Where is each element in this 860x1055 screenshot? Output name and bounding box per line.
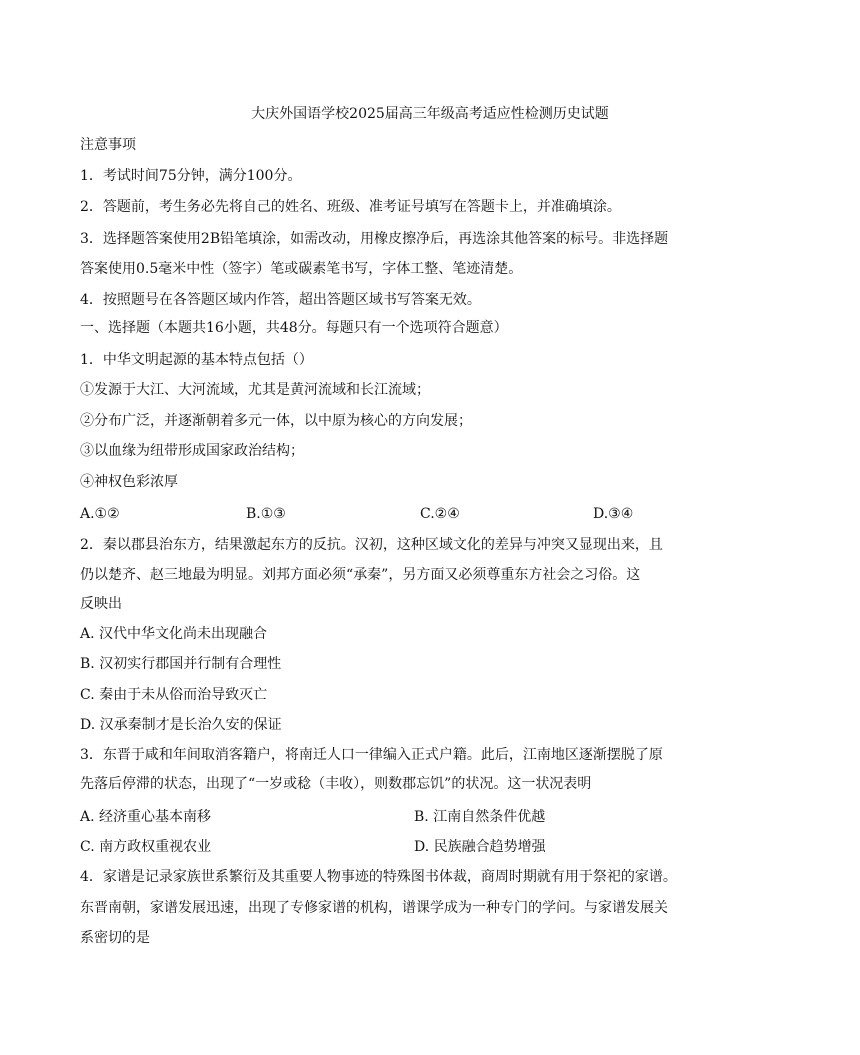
note-1: 1．考试时间75分钟，满分100分。 <box>80 168 302 184</box>
q1-option-b: B.①③ <box>246 506 286 522</box>
q4-line-2: 东晋南朝，家谱发展迅速，出现了专修家谱的机构，谱课学成为一种专门的学问。与家谱发展关 <box>80 900 668 916</box>
q2-line-3: 反映出 <box>80 596 122 612</box>
q1-options <box>80 504 780 524</box>
q4-line-1: 4．家谱是记录家族世系繁衍及其重要人物事迹的特殊图书体裁，商周时期就有用于祭祀的家谱。 <box>80 869 677 885</box>
q4-line-3: 系密切的是 <box>80 930 150 946</box>
notes-heading: 注意事项 <box>80 137 136 153</box>
section-heading: 一、选择题（本题共16小题，共48分。每题只有一个选项符合题意） <box>80 320 508 336</box>
q1-option-a: A.①② <box>80 506 120 522</box>
q1-statement-2: ②分布广泛，并逐渐朝着多元一体，以中原为核心的方向发展； <box>80 413 472 429</box>
q1-statement-4: ④神权色彩浓厚 <box>80 474 178 490</box>
q3-line-2: 先落后停滞的状态，出现了“一岁或稔（丰收），则数郡忘饥”的状况。这一状况表明 <box>80 776 592 792</box>
q3-option-d: D. 民族融合趋势增强 <box>414 839 546 855</box>
q2-option-c: C. 秦由于未从俗而治导致灭亡 <box>80 687 268 703</box>
note-4: 4．按照题号在各答题区域内作答，超出答题区域书写答案无效。 <box>80 292 481 308</box>
q1-option-d: D.③④ <box>593 506 634 522</box>
q3-options-row-2 <box>80 837 780 857</box>
q3-option-b: B. 江南自然条件优越 <box>414 809 546 825</box>
q1-option-c: C.②④ <box>420 506 460 522</box>
note-2: 2．答题前，考生务必先将自己的姓名、班级、准考证号填写在答题卡上，并准确填涂。 <box>80 199 621 215</box>
q1-statement-3: ③以血缘为纽带形成国家政治结构； <box>80 443 304 459</box>
q3-line-1: 3．东晋于咸和年间取消客籍户，将南迁人口一律编入正式户籍。此后，江南地区逐渐摆脱了原 <box>80 747 663 763</box>
q2-line-1: 2．秦以郡县治东方，结果激起东方的反抗。汉初，这种区域文化的差异与冲突又显现出来，且 <box>80 537 663 553</box>
note-3-line-2: 答案使用0.5毫米中性（签字）笔或碳素笔书写，字体工整、笔迹清楚。 <box>80 261 523 277</box>
q3-option-c: C. 南方政权重视农业 <box>80 839 212 855</box>
q2-option-a: A. 汉代中华文化尚未出现融合 <box>80 626 268 642</box>
q2-line-2: 仍以楚齐、赵三地最为明显。刘邦方面必须“承秦”，另方面又必须尊重东方社会之习俗。这 <box>80 567 641 583</box>
note-3-line-1: 3．选择题答案使用2B铅笔填涂，如需改动，用橡皮擦净后，再选涂其他答案的标号。非选择题 <box>80 231 669 247</box>
q1-stem: 1．中华文明起源的基本特点包括（） <box>80 352 313 368</box>
q3-options-row-1 <box>80 807 780 827</box>
q1-statement-1: ①发源于大江、大河流域，尤其是黄河流域和长江流域； <box>80 382 430 398</box>
exam-title: 大庆外国语学校2025届高三年级高考适应性检测历史试题 <box>251 106 609 122</box>
q2-option-d: D. 汉承秦制才是长治久安的保证 <box>80 717 282 733</box>
q3-option-a: A. 经济重心基本南移 <box>80 809 212 825</box>
q2-option-b: B. 汉初实行郡国并行制有合理性 <box>80 656 282 672</box>
